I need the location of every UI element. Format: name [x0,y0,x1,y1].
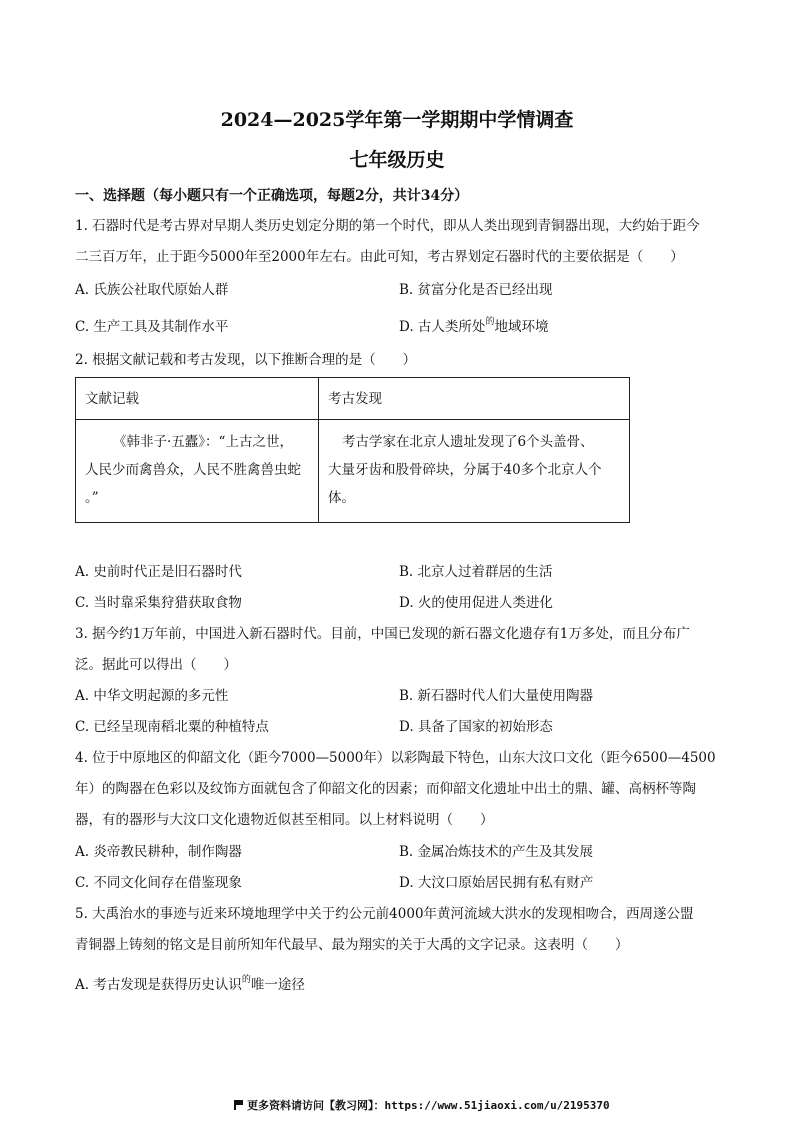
option-d-text-end: 地域环境 [494,319,549,335]
question-1-line-2: 二三百万年，止于距今5000年至2000年左右。由此可知，考古界划定石器时代的主要依据是（ ） [75,249,684,265]
table-cell-left-line-1: 《韩非子·五蠹》：“上古之世， [113,434,293,450]
option-d-text-start: D. 古人类所处 [399,319,486,335]
table-row-divider [76,419,629,420]
table-header-right: 考古发现 [328,391,382,407]
question-1-option-d [399,318,548,338]
question-2-stem: 2. 根据文献记载和考古发现，以下推断合理的是（ ） [75,352,417,368]
table-cell-left-line-2: 人民少而禽兽众，人民不胜禽兽虫蛇 [85,462,301,478]
question-1-option-a: A. 氏族公社取代原始人群 [75,282,229,298]
page-subtitle: 七年级历史 [349,149,445,171]
question-3-option-c: C. 已经呈现南稻北粟的种植特点 [75,719,269,735]
superscript-char: 的 [485,317,495,327]
question-3-option-a: A. 中华文明起源的多元性 [75,688,229,704]
section-heading: 一、选择题（每小题只有一个正确选项，每题2分，共计34分） [75,188,469,204]
footer-link[interactable]: 更多资料请访问【教习网】：https://www.51jiaoxi.com/u/2195370 [247,1099,610,1112]
footer [234,1097,610,1113]
question-2-option-c: C. 当时靠采集狩猎获取食物 [75,595,242,611]
evidence-table [75,377,630,523]
question-4-option-c: C. 不同文化间存在借鉴现象 [75,875,242,891]
question-4-line-2: 年）的陶器在色彩以及纹饰方面就包含了仰韶文化的因素；而仰韶文化遗址中出土的鼎、罐、高柄杯等陶 [75,781,696,797]
question-4-line-1: 4. 位于中原地区的仰韶文化（距今7000—5000年）以彩陶最下特色，山东大汶口文化（距今6500—4500 [75,750,716,766]
question-2-option-a: A. 史前时代正是旧石器时代 [75,564,242,580]
superscript-char: 的 [241,975,251,985]
question-3-option-d: D. 具备了国家的初始形态 [399,719,553,735]
flag-icon [234,1100,243,1110]
question-1-option-b: B. 贫富分化是否已经出现 [399,282,553,298]
question-4-line-3: 器，有的器形与大汶口文化遗物近似甚至相同。以上材料说明（ ） [75,812,494,828]
question-3-line-2: 泛。据此可以得出（ ） [75,657,237,673]
question-5-option-a [75,976,305,996]
option-a-text-start: A. 考古发现是获得历史认识 [75,977,242,993]
table-cell-right-line-1: 考古学家在北京人遗址发现了6个头盖骨、 [342,434,594,450]
page-title: 2024—2025学年第一学期期中学情调查 [220,109,574,131]
question-5-line-1: 5. 大禹治水的事迹与近来环境地理学中关于约公元前4000年黄河流域大洪水的发现相吻合，西周遂公盟 [75,906,694,922]
option-a-text-end: 唯一途径 [250,977,305,993]
question-3-option-b: B. 新石器时代人们大量使用陶器 [399,688,594,704]
table-header-left: 文献记载 [85,391,139,407]
question-4-option-b: B. 金属冶炼技术的产生及其发展 [399,844,594,860]
question-4-option-a: A. 炎帝教民耕种，制作陶器 [75,844,242,860]
question-4-option-d: D. 大汶口原始居民拥有私有财产 [399,875,594,891]
question-3-line-1: 3. 据今约1万年前，中国进入新石器时代。目前，中国已发现的新石器文化遗存有1万多处，而且分布广 [75,626,690,642]
question-1-option-c: C. 生产工具及其制作水平 [75,319,229,335]
table-cell-right-line-3: 体。 [328,490,355,506]
question-5-line-2: 青铜器上铸刻的铭文是目前所知年代最早、最为翔实的关于大禹的文字记录。这表明（ ） [75,937,629,953]
table-column-divider [318,378,319,522]
question-1-line-1: 1. 石器时代是考古界对早期人类历史划定分期的第一个时代，即从人类出现到青铜器出现，大约始于距今 [75,218,700,234]
table-cell-right-line-2: 大量牙齿和股骨碎块，分属于40多个北京人个 [328,462,602,478]
table-cell-left-line-3: 。” [85,490,99,506]
question-2-option-d: D. 火的使用促进人类进化 [399,595,553,611]
question-2-option-b: B. 北京人过着群居的生活 [399,564,553,580]
